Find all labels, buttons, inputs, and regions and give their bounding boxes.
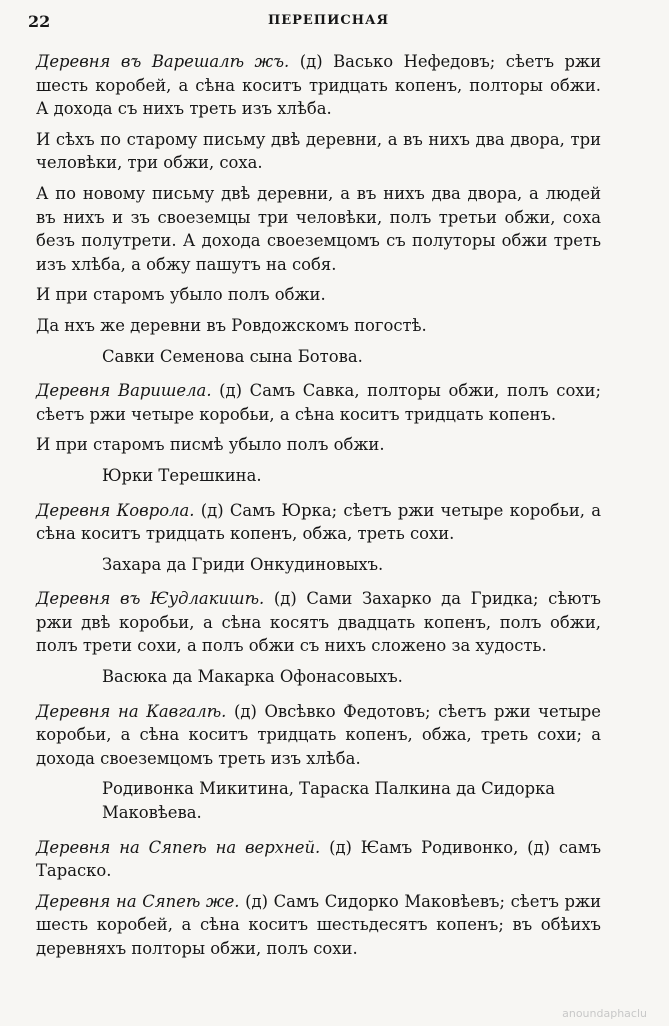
owner-heading: Савки Семенова сына Ботова. — [102, 346, 363, 366]
paragraph-text: И при старомъ убыло полъ обжи. — [36, 285, 326, 305]
running-title: ПЕРЕПИСНАЯ — [267, 13, 390, 28]
owner-heading: Родивонка Микитина, Тараска Палкина да Сидорка Маковѣева. — [102, 779, 556, 823]
paragraph — [36, 314, 601, 338]
paragraph-text: (д) Самъ Сидорко Маковѣевъ; сѣетъ ржи шесть коробей, а сѣна коситъ шестьдесятъ копенъ; въ обѣихъ деревняхъ полторы обжи, полъ сохи. — [36, 891, 601, 958]
paragraph-lead: Деревня на Кавгалѣ. — [36, 701, 227, 721]
owner-heading: Васюка да Макарка Офонасовыхъ. — [102, 667, 403, 687]
paragraph-lead: Деревня Коврола. — [36, 500, 195, 520]
paragraph — [36, 128, 601, 175]
paragraph-lead: Деревня на Сяпеѣ на верхней. — [36, 837, 321, 857]
paragraph-text: И сѣхъ по старому письму двѣ деревни, а въ нихъ два двора, три человѣки, три обжи, соха. — [36, 129, 601, 173]
paragraph-text: А по новому письму двѣ деревни, а въ нихъ два двора, а людей въ нихъ и зъ своеземцы три человѣки, полъ третьи обжи, соха безъ полутрети. А дохода своеземцомъ съ полуторы обжи треть изъ хлѣба, а обжу пашутъ на собя. — [36, 183, 601, 274]
paragraph — [36, 433, 601, 457]
paragraph — [36, 499, 601, 546]
paragraph-lead: Деревня въ Варешалѣ жъ. — [36, 52, 290, 71]
paragraph-text: И при старомъ писмѣ убыло полъ обжи. — [36, 435, 385, 455]
paragraph-text: Да нхъ же деревни въ Ровдожскомъ погостѣ. — [36, 315, 427, 335]
paragraph — [36, 700, 601, 771]
paragraph — [36, 182, 601, 276]
paragraph — [36, 379, 601, 426]
paragraph-lead: Деревня въ Ѥудлакишѣ. — [36, 589, 265, 609]
paragraph-text: (д) Самъ Юрка; сѣетъ ржи четыре коробьи, а сѣна коситъ тридцать копенъ, обжа, треть сохи. — [36, 500, 601, 544]
paragraph-lead: Деревня Варишела. — [36, 381, 212, 401]
paragraph-text: (д) Сами Захарко да Гридка; сѣютъ ржи двѣ коробьи, а сѣна косятъ двадцать копенъ, полъ обжи, полъ трети сохи, а полъ обжи съ нихъ сложено за худость. — [36, 589, 601, 656]
paragraph — [36, 587, 601, 658]
owner-heading: Юрки Терешкина. — [102, 465, 262, 485]
page-body — [36, 50, 601, 968]
paragraph — [36, 890, 601, 961]
paragraph-lead: Деревня на Сяпеѣ же. — [36, 891, 240, 911]
owner-heading: Захара да Гриди Онкудиновыхъ. — [102, 554, 384, 574]
paragraph — [36, 836, 601, 883]
page-number: 22 — [28, 12, 51, 31]
paragraph-text: (д) Овсѣвко Федотовъ; сѣетъ ржи четыре коробьи, а сѣна коситъ тридцать копенъ, обжа, треть сохи; а дохода своеземцомъ треть изъ хлѣба. — [36, 701, 601, 768]
page-header — [28, 10, 629, 36]
paragraph-text: (д) Ѥамъ Родивонко, (д) самъ Тараско. — [36, 837, 602, 881]
paragraph — [36, 283, 601, 307]
watermark: anoundaphaclu — [562, 1007, 647, 1020]
paragraph — [36, 50, 601, 121]
paragraph-text: (д) Васько Нефедовъ; сѣетъ ржи шесть коробей, а сѣна коситъ тридцать копенъ, полторы обжи. А дохода съ нихъ треть изъ хлѣба. — [36, 52, 601, 119]
paragraph-text: (д) Самъ Савка, полторы обжи, полъ сохи; сѣетъ ржи четыре коробьи, а сѣна коситъ тридцать копенъ. — [36, 381, 601, 424]
